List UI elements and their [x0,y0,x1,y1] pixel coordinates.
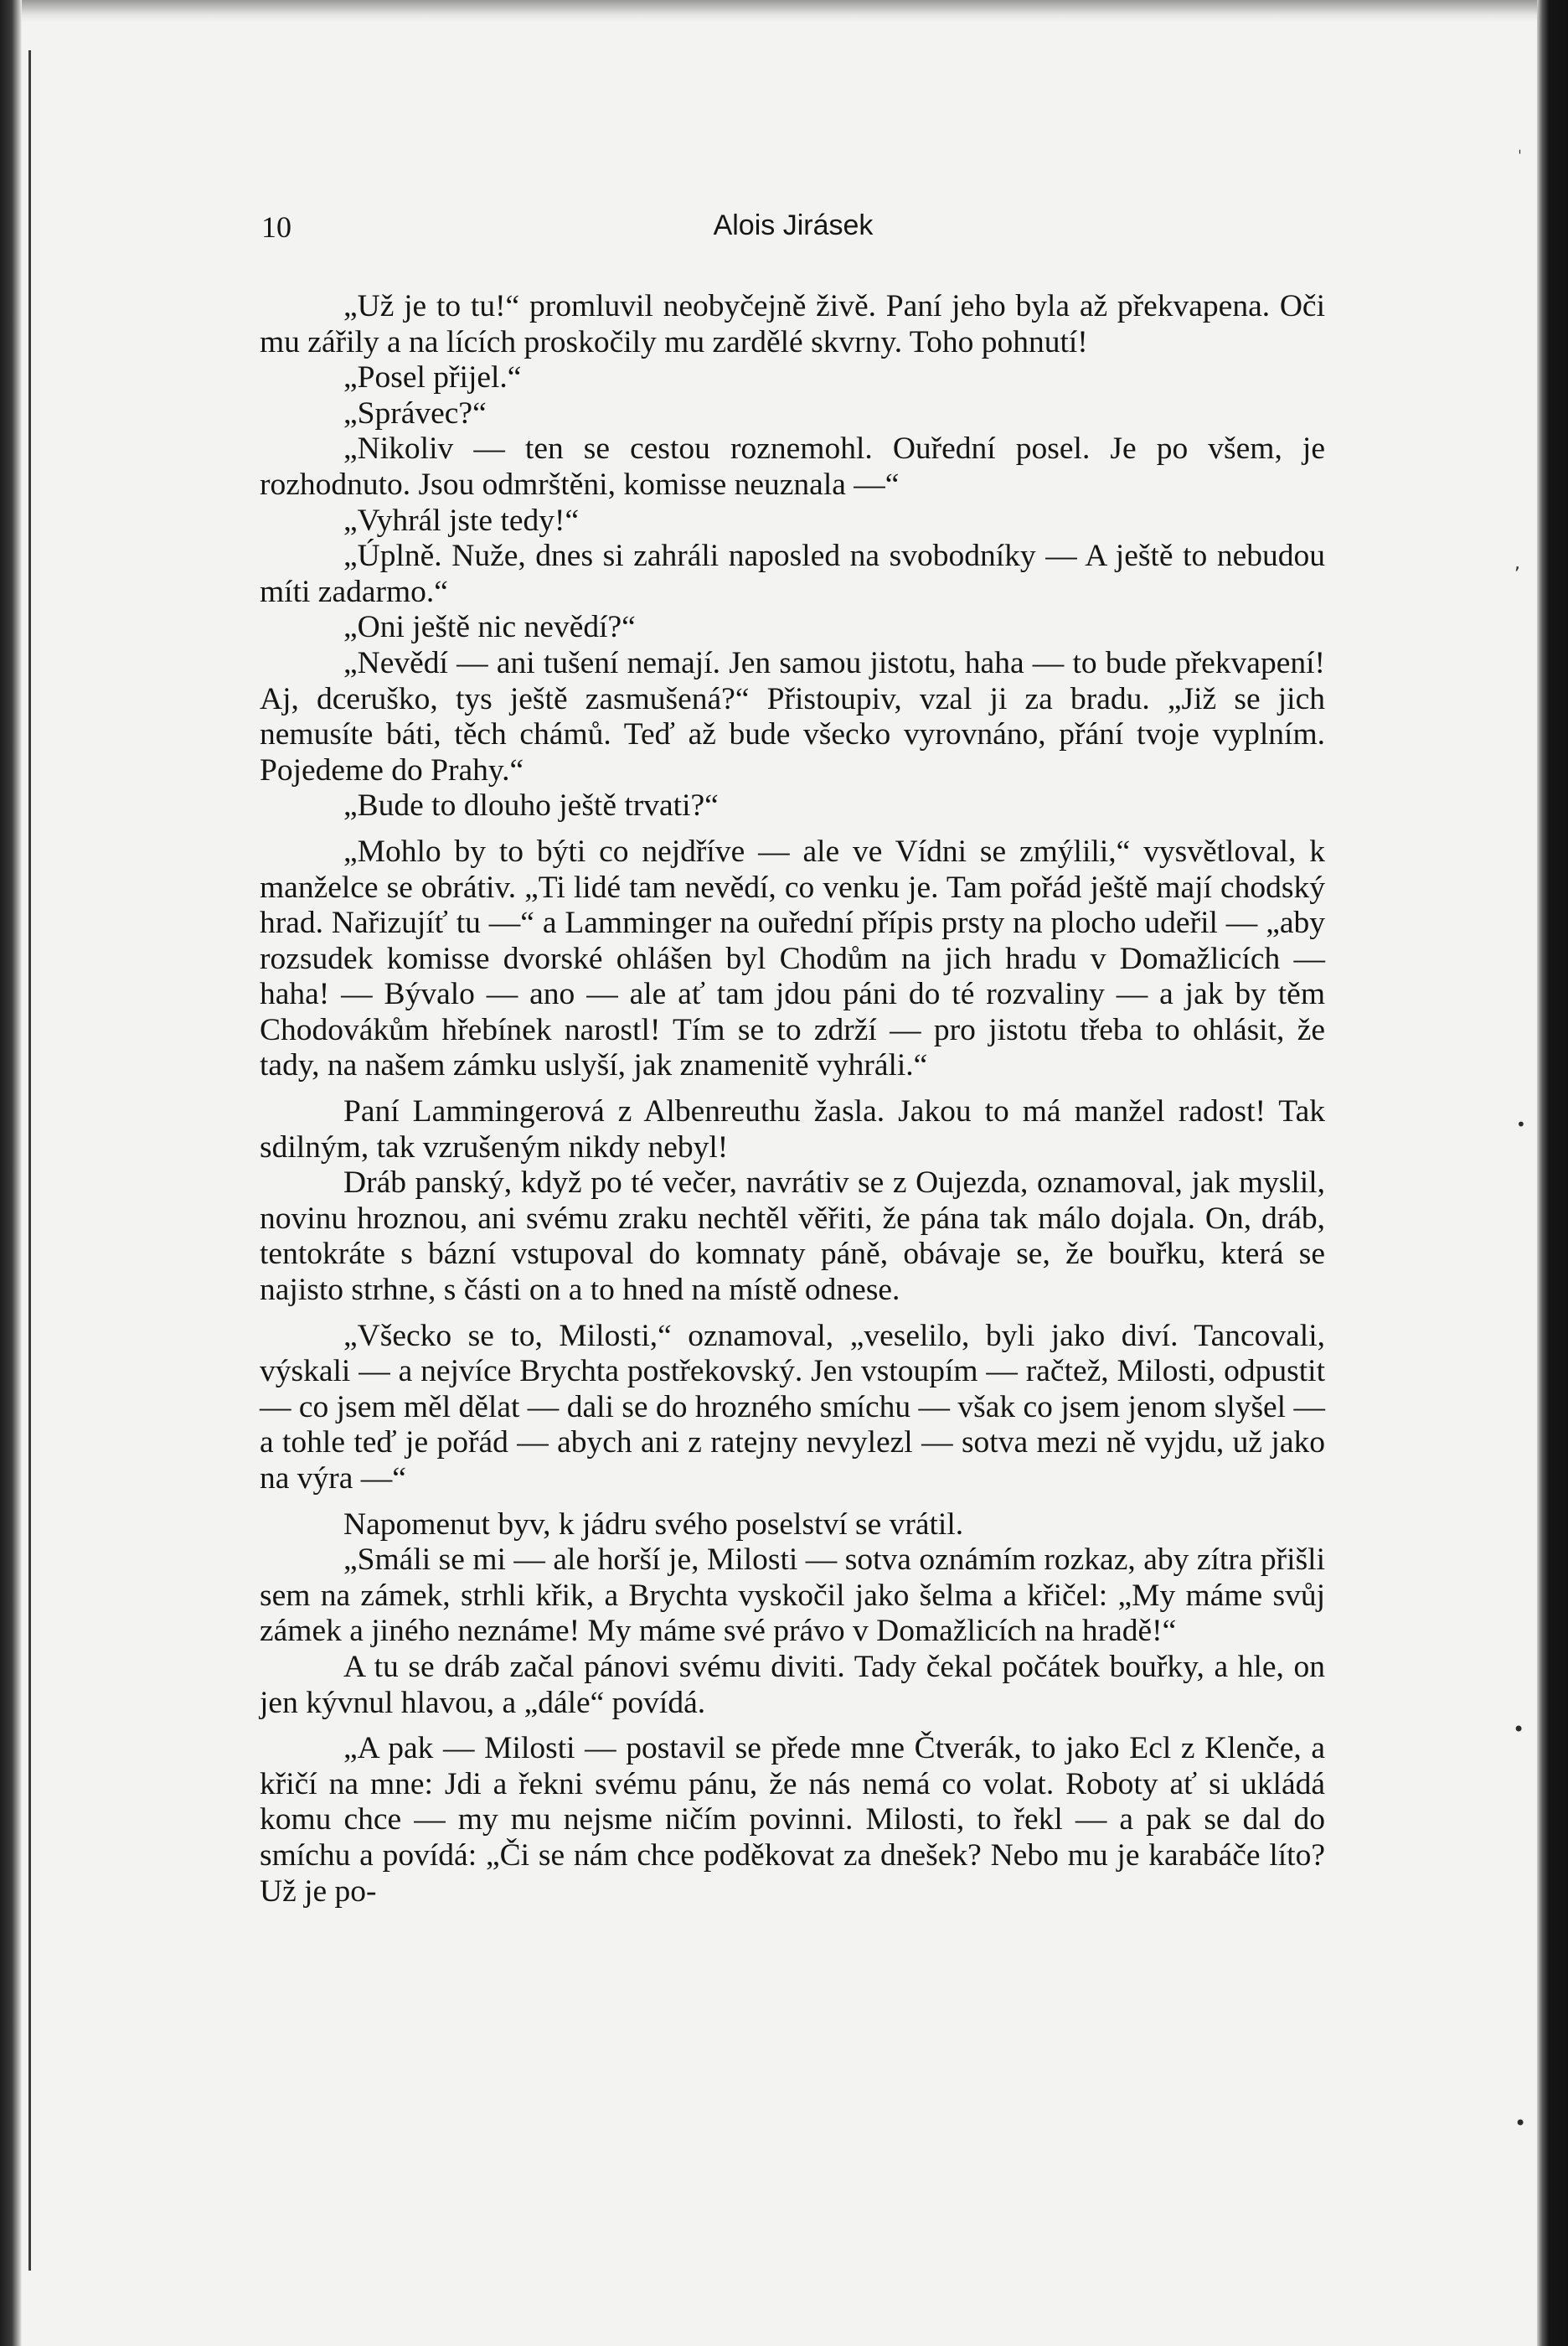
page-top-shadow [0,0,1537,22]
margin-speck: • [1513,1718,1525,1741]
paragraph: „Vyhrál jste tedy!“ [343,503,580,538]
paragraph: „Mohlo by to býti co nejdříve — ale ve Vídni se zmýlili,“ vysvětloval, k manželce se obrátiv. „Ti lidé tam nevědí, co venku je. Tam pořád ještě mají chodský hrad. Nařizujíť tu —“ a Lamminger na ouřední přípis prsty na plocho udeřil — „aby rozsudek komisse dvorské ohlášen byl Chodům na jich hradu v Domažlicích — haha! — Bývalo — ano — ale ať tam jdou páni do té rozvaliny — a jak by těm Chodovákům hřebínek narostl! Tím se to zdrží — pro jistotu třeba to ohlásit, že tady, na našem zámku uslyší, jak znamenitě vyhráli.“ [260,834,1325,1083]
page-edge-shadow [1537,0,1568,2346]
margin-speck: , [1514,553,1520,574]
page-number: 10 [261,210,291,244]
paragraph: „Nevědí — ani tušení nemají. Jen samou jistotu, haha — to bude překvapení! Aj, dceruško, tys ještě zasmušená?“ Přistoupiv, vzal ji za bradu. „Již se jich nemusíte báti, těch chámů. Teď až bude všecko vyrovnáno, přání tvoje vyplním. Pojedeme do Prahy.“ [260,645,1325,788]
paragraph: Napomenut byv, k jádru svého poselství se vrátil. [343,1506,964,1542]
page-header [261,209,1325,251]
paragraph: „Bude to dlouho ještě trvati?“ [343,788,719,824]
paragraph: „Posel přijel.“ [343,360,522,395]
margin-speck: • [1514,2111,1527,2135]
paragraph: „Všecko se to, Milosti,“ oznamoval, „veselilo, byli jako diví. Tancovali, výskali — a nejvíce Brychta postřekovský. Jen vstoupím — račtež, Milosti, odpustit — co jsem měl dělat — dali se do hrozného smíchu — však co jsem jenom slyšel — a tohle teď je pořád — abych ani z ratejny nevylezl — sotva mezi ně vyjdu, už jako na výra —“ [260,1318,1325,1496]
margin-speck: ˌ [1518,138,1522,156]
paragraph: „Správec?“ [343,395,487,431]
paragraph: „Úplně. Nuže, dnes si zahráli naposled na svobodníky — A ještě to nebudou míti zadarmo.“ [260,539,1325,609]
binding-line [28,50,31,2271]
body-text [260,289,1325,1909]
margin-speck: • [1516,1114,1526,1134]
paragraph: „A pak — Milosti — postavil se přede mne Čtverák, to jako Ecl z Klenče, a křičí na mne: Jdi a řekni svému pánu, že nás nemá co volat. Roboty ať si ukládá komu chce — my mu nejsme ničím povinni. Milosti, to řekl — a pak se dal do smíchu a povídá: „Či se nám chce poděkovat za dnešek? Nebo mu je karabáče líto? Už je po- [260,1731,1325,1909]
paragraph: Paní Lammingerová z Albenreuthu žasla. Jakou to má manžel radost! Tak sdilným, tak vzrušeným nikdy nebyl! [260,1094,1325,1165]
running-head: Alois Jirásek [713,209,874,241]
paragraph: „Už je to tu!“ promluvil neobyčejně živě. Paní jeho byla až překvapena. Oči mu zářily a na lících proskočily mu zardělé skvrny. Toho pohnutí! [260,289,1325,359]
paragraph: „Smáli se mi — ale horší je, Milosti — sotva oznámím rozkaz, aby zítra přišli sem na zámek, strhli křik, a Brychta vyskočil jako šelma a křičel: „My máme svůj zámek a jiného neznáme! My máme své právo v Domažlicích na hradě!“ [260,1542,1325,1649]
paragraph: „Oni ještě nic nevědí?“ [343,610,636,645]
paragraph: „Nikoliv — ten se cestou roznemohl. Ouřední posel. Je po všem, je rozhodnuto. Jsou odmrštěni, komisse neuznala —“ [260,431,1325,502]
paragraph: Dráb panský, když po té večer, navrátiv se z Oujezda, oznamoval, jak myslil, novinu hroznou, ani svému zraku nechtěl věřiti, že pána tak málo dojala. On, dráb, tentokráte s bázní vstupoval do komnaty páně, obávaje se, že bouřku, která se najisto strhne, s části on a to hned na místě odnese. [260,1165,1325,1308]
paragraph: A tu se dráb začal pánovi svému diviti. Tady čekal počátek bouřky, a hle, on jen kývnul hlavou, a „dále“ povídá. [260,1649,1325,1720]
book-spine-shadow [0,0,22,2346]
